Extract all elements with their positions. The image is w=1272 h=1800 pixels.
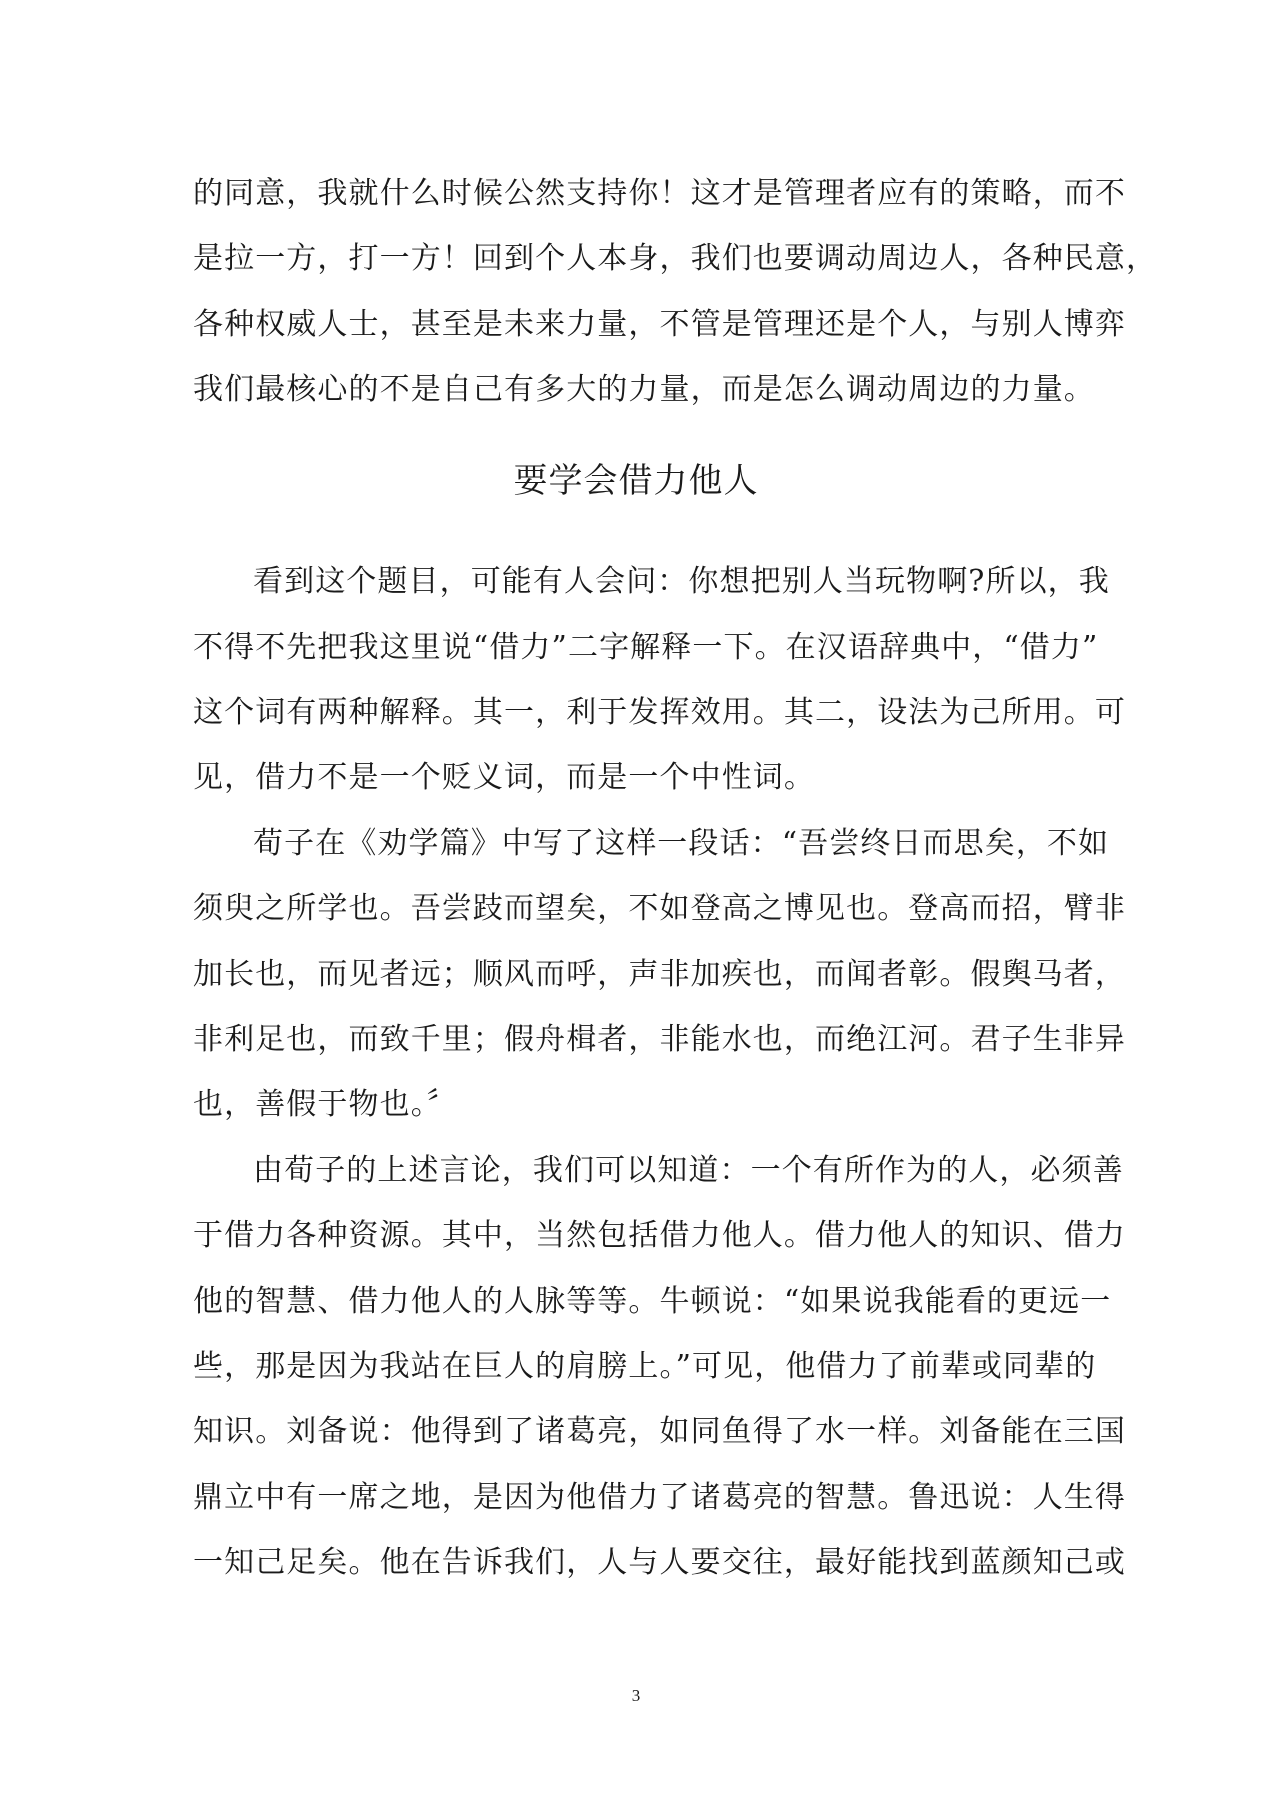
paragraph-3-line-2: 于借力各种资源。其中，当然包括借力他人。借力他人的知识、借力 (193, 1218, 1126, 1253)
paragraph-2-line-1: 荀子在《劝学篇》中写了这样一段话：“吾尝终日而思矣，不如 (253, 826, 1110, 861)
paragraph-1-line-3: 这个词有两种解释。其一，利于发挥效用。其二，设法为己所用。可 (193, 695, 1126, 730)
paragraph-1-line-4: 见，借力不是一个贬义词，而是一个中性词。 (193, 760, 815, 795)
intro-line-4: 我们最核心的不是自己有多大的力量，而是怎么调动周边的力量。 (193, 372, 1095, 407)
section-title: 要学会借力他人 (513, 461, 759, 501)
paragraph-2-line-3: 加长也，而见者远；顺风而呼，声非加疾也，而闻者彰。假舆马者， (193, 957, 1126, 992)
paragraph-3-line-3: 他的智慧、借力他人的人脉等等。牛顿说：“如果说我能看的更远一 (193, 1284, 1112, 1319)
intro-line-2: 是拉一方，打一方！回到个人本身，我们也要调动周边人，各种民意， (193, 241, 1158, 276)
paragraph-3-line-6: 鼎立中有一席之地，是因为他借力了诸葛亮的智慧。鲁迅说：人生得 (193, 1480, 1126, 1515)
paragraph-2-line-4: 非利足也，而致千里；假舟楫者，非能水也，而绝江河。君子生非异 (193, 1022, 1126, 1057)
page-number: 3 (631, 1686, 641, 1705)
paragraph-3-line-7: 一知己足矣。他在告诉我们，人与人要交往，最好能找到蓝颜知己或 (193, 1545, 1126, 1580)
paragraph-3-line-1: 由荀子的上述言论，我们可以知道：一个有所作为的人，必须善 (253, 1153, 1124, 1188)
paragraph-1-line-2: 不得不先把我这里说“借力”二字解释一下。在汉语辞典中，“借力” (193, 630, 1099, 665)
paragraph-1-line-1: 看到这个题目，可能有人会问：你想把别人当玩物啊?所以，我 (253, 564, 1110, 599)
intro-line-1: 的同意，我就什么时候公然支持你！这才是管理者应有的策略，而不 (193, 176, 1126, 211)
paragraph-2-line-2: 须臾之所学也。吾尝跂而望矣，不如登高之博见也。登高而招，臂非 (193, 891, 1126, 926)
paragraph-3-line-4: 些，那是因为我站在巨人的肩膀上。”可见，他借力了前辈或同辈的 (193, 1349, 1097, 1384)
intro-line-3: 各种权威人士，甚至是未来力量，不管是管理还是个人，与别人博弈 (193, 307, 1126, 342)
paragraph-3-line-5: 知识。刘备说：他得到了诸葛亮，如同鱼得了水一样。刘备能在三国 (193, 1414, 1126, 1449)
paragraph-2-line-5: 也，善假于物也。〞 (193, 1087, 458, 1122)
